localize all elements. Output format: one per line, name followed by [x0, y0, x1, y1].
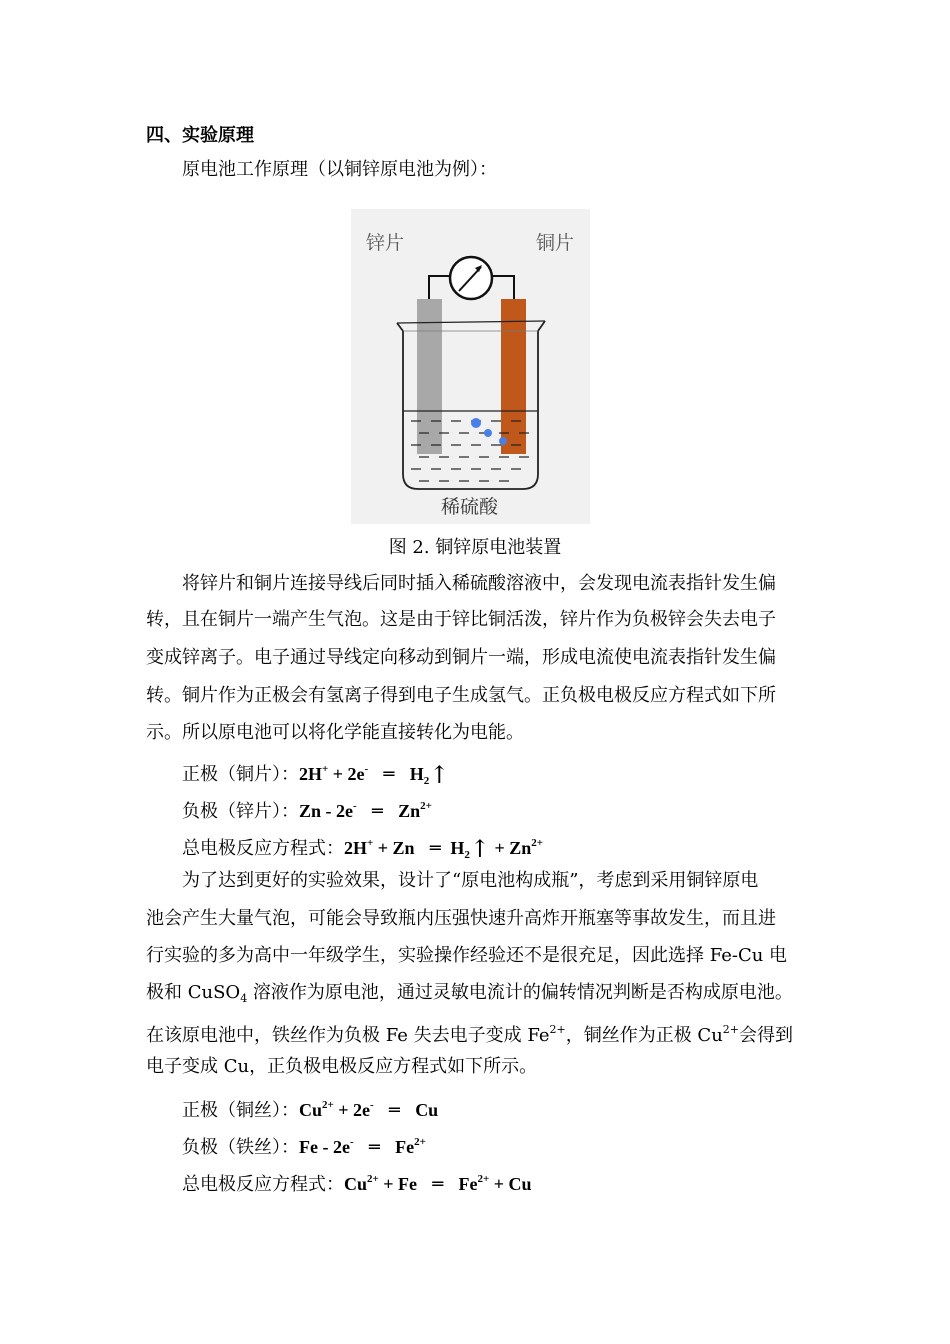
wire-right — [491, 276, 514, 301]
paragraph1-line: 转。铜片作为正极会有氢离子得到电子生成氢气。正负极电极反应方程式如下所 — [146, 685, 776, 706]
paragraph1-line: 将锌片和铜片连接导线后同时插入稀硫酸溶液中，会发现电流表指针发生偏 — [182, 573, 776, 594]
zinc-label: 锌片 — [366, 232, 405, 254]
equation-cathode-fe-cu: 正极（铜丝）：$Cu^{2+} + 2e^-$ ═ Cu — [182, 1099, 439, 1121]
equation-anode-zn-cu: 负极（锌片）：Zn - 2e- ═ $Zn^{2+}$ — [182, 800, 432, 822]
intro-text: 原电池工作原理（以铜锌原电池为例）： — [182, 159, 497, 180]
copper-electrode — [501, 299, 526, 454]
copper-label: 铜片 — [536, 232, 575, 254]
acid-label: 稀硫酸 — [441, 496, 499, 518]
figure-caption: 图 2. 铜锌原电池装置 — [388, 537, 562, 558]
galvanic-cell-diagram — [351, 209, 590, 524]
paragraph1-line: 转，且在铜片一端产生气泡。这是由于锌比铜活泼，锌片作为负极锌会失去电子 — [146, 609, 776, 630]
galvanometer-icon — [450, 257, 492, 299]
paragraph2-line: 池会产生大量气泡，可能会导致瓶内压强快速升高炸开瓶塞等事故发生，而且进 — [146, 908, 776, 929]
section-heading: 四、实验原理 — [146, 125, 254, 146]
equation-anode-fe-cu: 负极（铁丝）：Fe - 2e- ═ $Fe^{2+}$ — [182, 1136, 426, 1158]
paragraph2-line: 为了达到更好的实验效果，设计了“原电池构成瓶”，考虑到采用铜锌原电 — [182, 870, 759, 891]
equation-overall-zn-cu: 总电极反应方程式：2H+ + Zn ═ $H_2↑ + Zn^{2+}$ — [182, 835, 543, 863]
paragraph1-line: 示。所以原电池可以将化学能直接转化为电能。 — [146, 722, 524, 743]
wire-left — [429, 276, 450, 301]
arrow-up-icon: ↑ — [429, 761, 450, 789]
paragraph2-line: 电子变成 Cu，正负极电极反应方程式如下所示。 — [146, 1056, 538, 1077]
paragraph2-line: 行实验的多为高中一年级学生，实验操作经验还不是很充足，因此选择 Fe-Cu 电 — [146, 945, 788, 966]
equation-overall-fe-cu: 总电极反应方程式：$Cu^{2+} + Fe$ ═ $Fe^{2+} + Cu$ — [182, 1173, 532, 1195]
paragraph2-line: 在该原电池中，铁丝作为负极 Fe 失去电子变成 $Fe^{2+}$，铜丝作为正极 $Cu^{2+}$会得到 — [146, 1023, 794, 1046]
galvanic-cell-figure — [351, 209, 590, 524]
paragraph2-line: 极和 CuSO$_4$ 溶液作为原电池，通过灵敏电流计的偏转情况判断是否构成原电池。 — [146, 982, 793, 1005]
paragraph1-line: 变成锌离子。电子通过导线定向移动到铜片一端，形成电流使电流表指针发生偏 — [146, 647, 776, 668]
equation-cathode-zn-cu: 正极（铜片）：2H+ + 2e- ═ $H_2↑$ — [182, 761, 450, 789]
arrow-up-icon: ↑ — [469, 835, 490, 863]
